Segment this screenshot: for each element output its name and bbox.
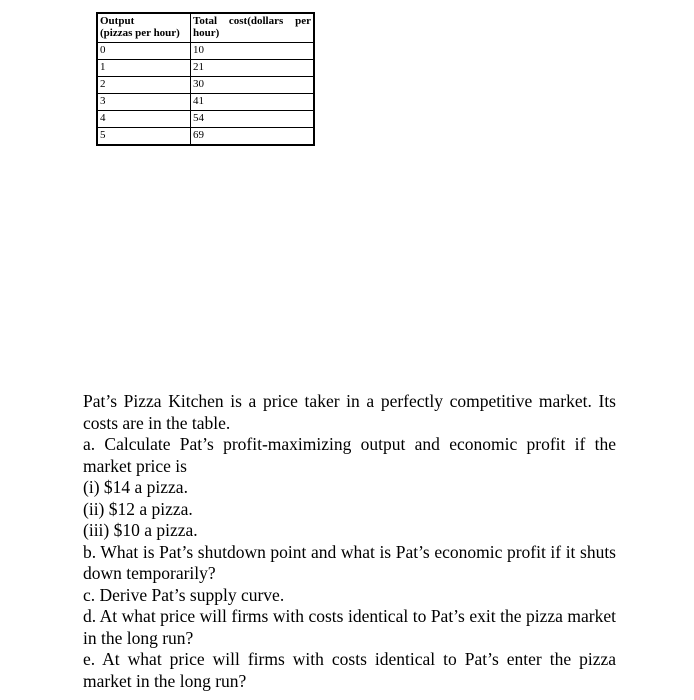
table-row [97,77,314,94]
table-header-row [97,13,314,43]
cost-cell: 21 [191,60,315,77]
table-row [97,128,314,146]
cost-cell: 54 [191,111,315,128]
table-row [97,43,314,60]
table-row [97,111,314,128]
output-header [97,13,191,43]
question-a-iii: (iii) $10 a pizza. [83,520,198,540]
cost-cell: 30 [191,77,315,94]
question-a-ii: (ii) $12 a pizza. [83,498,193,519]
table-row [97,60,314,77]
cost-header-word-total: Total [193,15,218,27]
cost-header [191,13,315,43]
cost-header-word-per: per [295,15,311,27]
cost-header-line2: hour) [193,27,220,39]
cost-header-word-cost: cost(dollars [228,15,284,27]
output-cell: 2 [97,77,191,94]
table-row [97,94,314,111]
output-cell: 0 [97,43,191,60]
cost-header-line1 [193,15,311,27]
problem-text [83,391,616,692]
output-header-line1: Output [100,15,135,27]
cost-cell: 41 [191,94,315,111]
question-e: e. At what price will firms with costs identical to Pat’s enter the pizza market in the long run? [83,649,616,691]
cost-cell: 10 [191,43,315,60]
output-cell: 1 [97,60,191,77]
question-c: c. Derive Pat’s supply curve. [83,584,285,605]
question-a: a. Calculate Pat’s profit-maximizing output and economic profit if the market price is [83,434,616,476]
output-header-line2: (pizzas per hour) [100,27,180,39]
cost-table [96,12,315,146]
problem-intro: Pat’s Pizza Kitchen is a price taker in a perfectly competitive market. Its costs are in the table. [83,391,616,433]
question-b: b. What is Pat’s shutdown point and what is Pat’s economic profit if it shuts down temporarily? [83,541,616,583]
output-cell: 3 [97,94,191,111]
question-d: d. At what price will firms with costs identical to Pat’s exit the pizza market in the long run? [83,606,616,648]
cost-cell: 69 [191,128,315,146]
output-cell: 5 [97,128,191,146]
output-cell: 4 [97,111,191,128]
question-a-i: (i) $14 a pizza. [83,477,188,497]
